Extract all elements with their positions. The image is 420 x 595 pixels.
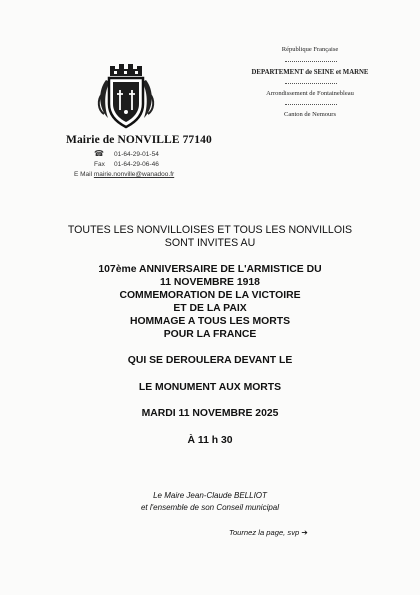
event-time: À 11 h 30 (187, 435, 233, 446)
signature-line-1: Le Maire Jean-Claude BELLIOT (153, 491, 267, 500)
signature-line-2: et l'ensemble de son Conseil municipal (140, 503, 280, 512)
phone-line (94, 151, 159, 158)
event-line-5: HOMMAGE A TOUS LES MORTS (129, 316, 291, 327)
fax-label: Fax (94, 161, 105, 168)
email-label: E Mail (74, 171, 93, 178)
arrondissement-name: Arrondissement de Fontainebleau (266, 90, 354, 97)
event-line-3: COMMEMORATION DE LA VICTOIRE (119, 290, 301, 301)
invite-line-1: TOUTES LES NONVILLOISES ET TOUS LES NONVILLOIS (67, 224, 353, 236)
event-line-4: ET DE LA PAIX (173, 303, 247, 314)
fax-number: 01-64-29-06-46 (114, 161, 159, 168)
country-name: République Française (281, 46, 339, 53)
event-date: MARDI 11 NOVEMBRE 2025 (141, 408, 279, 419)
email-address[interactable]: mairie.nonville@wanadoo.fr (93, 171, 175, 178)
town-coat-of-arms-icon (96, 60, 156, 132)
event-line-1: 107ème ANNIVERSAIRE DE L'ARMISTICE DU (98, 264, 322, 275)
phone-number: 01-64-29-01-54 (114, 151, 159, 158)
telephone-icon: ☎ (94, 149, 104, 158)
event-line-6: POUR LA FRANCE (163, 329, 257, 340)
divider (285, 61, 337, 62)
fax-line (94, 161, 159, 168)
canton-name: Canton de Nemours (284, 111, 336, 118)
divider (285, 104, 337, 105)
department-name: DEPARTEMENT de SEINE et MARNE (251, 69, 369, 76)
mairie-title: Mairie de NONVILLE 77140 (66, 134, 212, 146)
divider (285, 83, 337, 84)
location-intro: QUI SE DEROULERA DEVANT LE (127, 355, 293, 366)
location: LE MONUMENT AUX MORTS (138, 382, 282, 393)
email-line (74, 171, 174, 178)
turn-page-note: Tournez la page, svp ➔ (229, 528, 308, 537)
event-line-2: 11 NOVEMBRE 1918 (160, 277, 260, 288)
invite-line-2: SONT INVITES AU (164, 237, 256, 249)
